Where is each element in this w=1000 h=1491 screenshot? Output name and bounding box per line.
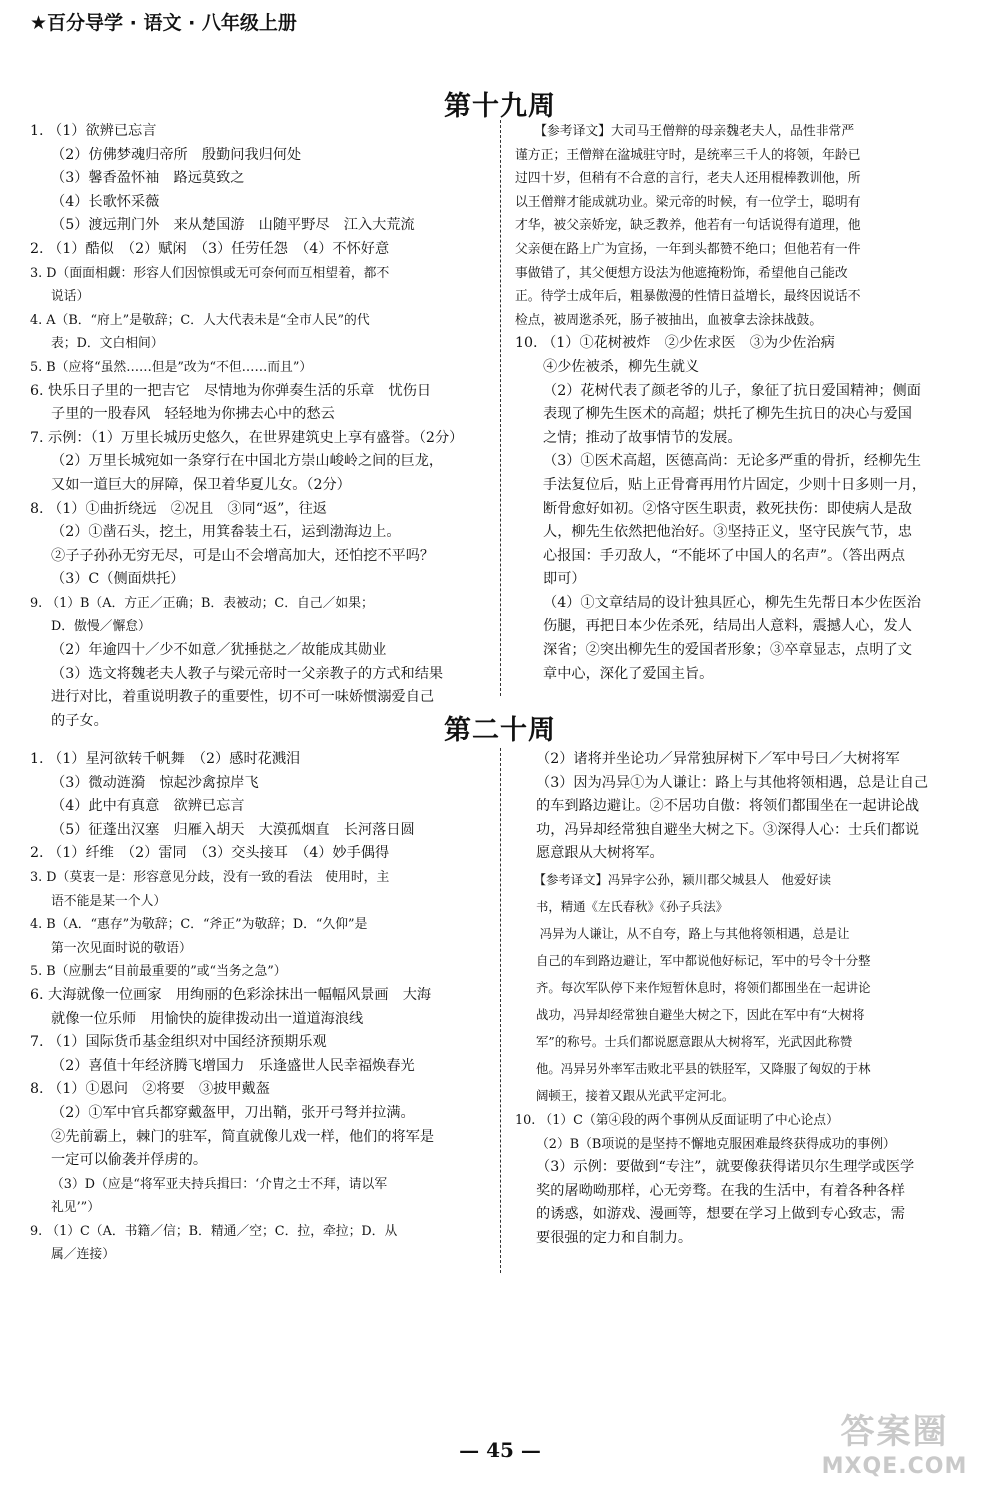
text-line: 书，精通《左氏春秋》《孙子兵法》 xyxy=(536,898,729,914)
watermark-bottom: MXQE.COM xyxy=(821,1454,968,1479)
text-line: （2）诸将并坐论功／异常独屏树下／军中号曰／大树将军 xyxy=(536,751,900,767)
watermark-top: 答案圈 xyxy=(840,1412,949,1452)
text-line: 8. （1）①恩问 ②将要 ③披甲戴盔 xyxy=(30,1081,270,1098)
text-line: 7. （1）国际货币基金组织对中国经济预期乐观 xyxy=(30,1034,327,1051)
text-line: 之情；推动了故事情节的发展。 xyxy=(543,429,742,446)
text-line: 自己的车到路边避让，军中都说他好标记，军中的号令十分整 xyxy=(536,952,871,968)
text-line: D．傲慢／懈怠） xyxy=(51,619,151,635)
text-line: 子里的一股春风 轻轻地为你拂去心中的愁云 xyxy=(51,406,335,423)
text-line: 正。待学士成年后，粗暴傲漫的性情日益增长，最终因说话不 xyxy=(515,289,861,305)
text-line: 属／连接） xyxy=(51,1247,115,1263)
text-line: 7. 示例：（1）万里长城历史悠久，在世界建筑史上享有盛誉。（2分） xyxy=(30,429,464,446)
text-line: 一定可以偷袭并俘虏的。 xyxy=(51,1152,208,1169)
text-line: 过四十岁，但稍有不合意的言行，老夫人还用棍棒教训他，所 xyxy=(515,171,861,187)
column-divider xyxy=(500,120,501,696)
text-line: 才华，被父亲娇宠，缺乏教养，他若有一句话说得有道理，他 xyxy=(515,218,861,234)
text-line: （3）示例：要做到“专注”，就要像获得诺贝尔生理学或医学 xyxy=(536,1159,915,1176)
week20-left-column xyxy=(30,748,490,1267)
text-line: （4）此中有真意 欲辨已忘言 xyxy=(51,798,245,815)
text-line: 检点，被周逖杀死，肠子被抽出，血被拿去涂抹战鼓。 xyxy=(515,312,823,328)
text-line: 10. （1）C（第④段的两个事例从反面证明了中心论点） xyxy=(515,1112,839,1128)
text-line: 语不能是某一个人） xyxy=(51,893,167,909)
text-line: 功，冯异却经常独自避坐大树之下。③深得人心：士兵们都说 xyxy=(536,821,920,838)
text-line: 事做错了，其父便想方设法为他遮掩粉饰，希望他自己能改 xyxy=(515,265,848,281)
text-line: 第一次见面时说的敬语） xyxy=(51,940,192,956)
text-line: 以王僧辩才能成就功业。梁元帝的时候，有一位学士，聪明有 xyxy=(515,194,861,210)
text-line: 就像一位乐师 用愉快的旋律拨动出一道道海浪线 xyxy=(51,1010,364,1027)
text-line: 1. （1）星河欲转千帆舞 （2）感时花溅泪 xyxy=(30,751,301,767)
text-line: （3）D（应是“将军亚夫持兵揖曰：‘介胄之士不拜，请以军 xyxy=(51,1176,388,1192)
text-line: 谨方正；王僧辩在湓城驻守时，是统率三千人的将领，年龄已 xyxy=(515,147,861,163)
text-line: （4）①文章结局的设计独具匠心，柳先生先帮日本少佐医治 xyxy=(543,594,921,611)
text-line: 齐。每次军队停下来作短暂休息时，将领们都围坐在一起讲论 xyxy=(536,979,871,995)
text-line: 4. B（A．“惠存”为敬辞；C．“斧正”为敬辞；D．“久仰”是 xyxy=(30,917,368,933)
text-line: （2）喜值十年经济腾飞增国力 乐逢盛世人民幸福焕春光 xyxy=(51,1057,415,1074)
text-line: 6. 快乐日子里的一把吉它 尽情地为你弹奏生活的乐章 忧伤日 xyxy=(30,382,432,399)
column-divider xyxy=(500,748,501,1273)
text-line: 1. （1）欲辨已忘言 xyxy=(30,123,157,139)
text-line: 表现了柳先生医术的高超；烘托了柳先生抗日的决心与爱国 xyxy=(543,406,912,423)
text-line: 奖的屠呦呦那样，心无旁骛。在我的生活中，有着各种各样 xyxy=(536,1182,905,1199)
watermark-logo xyxy=(807,1410,982,1485)
text-line: 愿意跟从大树将军。 xyxy=(536,845,664,862)
text-line: （2）B（B项说的是坚持不懈地克服困难最终获得成功的事例） xyxy=(536,1136,896,1152)
text-line: 【参考译文】大司马王僧辩的母亲魏老夫人，品性非常严 xyxy=(515,124,855,139)
text-line: （3）C（侧面烘托） xyxy=(51,571,185,588)
text-line: 又如一道巨大的屏障，保卫着华夏儿女。（2分） xyxy=(51,476,351,493)
text-line: （4）长歌怀采薇 xyxy=(51,193,160,210)
text-line: 章中心，深化了爱国主旨。 xyxy=(543,665,714,682)
text-line: （5）征蓬出汉塞 归雁入胡天 大漠孤烟直 长河落日圆 xyxy=(51,821,415,838)
text-line: 手法复位后，贴上正骨膏再用竹片固定，少则十日多则一月， xyxy=(543,476,927,493)
text-line: （2）年逾四十／少不如意／犹捶挞之／故能成其勋业 xyxy=(51,642,387,659)
week20-right-column xyxy=(515,748,980,1251)
text-line: 即可） xyxy=(543,571,586,588)
text-line: （3）馨香盈怀袖 路远莫致之 xyxy=(51,170,245,187)
text-line: 军”的称号。士兵们都说愿意跟从大树将军，光武因此称赞 xyxy=(536,1033,853,1049)
text-line: 进行对比，着重说明教子的重要性，切不可一味娇惯溺爱自己 xyxy=(51,689,435,706)
week19-right-column xyxy=(515,120,980,686)
text-line: （3）因为冯异①为人谦让：路上与其他将领相遇，总是让自己 xyxy=(536,774,929,791)
text-line: （2）仿佛梦魂归帝所 殷勤问我归何处 xyxy=(51,146,302,163)
text-line: 表；D．文白相间） xyxy=(51,336,164,352)
text-line: 他。冯异另外率军击败北平县的铁胫军，又降服了匈奴的于林 xyxy=(536,1060,871,1076)
text-line: 【参考译文】冯异字公孙，颍川郡父城县人 他爱好读 xyxy=(515,871,831,887)
text-line: 5. B（应删去“目前最重要的”或“当务之急”） xyxy=(30,964,287,980)
text-line: 6. 大海就像一位画家 用绚丽的色彩涂抹出一幅幅风景画 大海 xyxy=(30,986,432,1003)
week19-left-column xyxy=(30,120,490,733)
text-line: （3）选文将魏老夫人教子与梁元帝时一父亲教子的方式和结果 xyxy=(51,665,444,682)
text-line: 阔顿王，接着又跟从光武平定河北。 xyxy=(536,1087,735,1103)
text-line: （2）①军中官兵都穿戴盔甲，刀出鞘，张开弓弩并拉满。 xyxy=(51,1104,415,1121)
text-line: 伤腿，再把日本少佐杀死，结局出人意料，震撼人心，发人 xyxy=(543,618,912,635)
text-line: 4. A（B．“府上”是敬辞；C．人大代表未是“全市人民”的代 xyxy=(30,312,370,328)
book-header: ★百分导学 · 语文 · 八年级上册 xyxy=(30,12,297,34)
text-line: 说话） xyxy=(51,289,90,305)
text-line: 战功，冯异却经常独自避坐大树之下，因此在军中有“大树将 xyxy=(536,1006,865,1022)
text-line: 3. D（面面相觑：形容人们因惊惧或无可奈何而互相望着，都不 xyxy=(30,265,390,281)
text-line: ②先前霸上，棘门的驻军，简直就像儿戏一样，他们的将军是 xyxy=(51,1128,435,1145)
text-line: （2）花树代表了颜老爷的儿子，象征了抗日爱国精神；侧面 xyxy=(543,382,921,399)
text-line: （2）①凿石头，挖土，用箕畚装土石，运到渤海边上。 xyxy=(51,524,401,541)
text-line: 的诱惑，如游戏、漫画等，想要在学习上做到专心致志，需 xyxy=(536,1206,905,1223)
text-line: 8. （1）①曲折绕远 ②况且 ③同“返”，往返 xyxy=(30,500,327,517)
text-line: 断骨愈好如初。②恪守医生职责，救死扶伤：即使病人是敌 xyxy=(543,500,912,517)
text-line: 3. D（莫衷一是：形容意见分歧，没有一致的看法 使用时，主 xyxy=(30,869,390,885)
text-line: 冯异为人谦让，从不自夸，路上与其他将领相遇，总是让 xyxy=(515,925,850,941)
text-line: 心报国：手刃敌人，“不能坏了中国人的名声”。（答出两点 xyxy=(543,547,906,564)
text-line: 的子女。 xyxy=(51,712,108,729)
text-line: （3）微动涟漪 惊起沙禽掠岸飞 xyxy=(51,774,259,791)
text-line: ④少佐被杀，柳先生就义 xyxy=(543,358,700,375)
text-line: 2. （1）酷似 （2）赋闲 （3）任劳任怨 （4）不怀好意 xyxy=(30,240,390,257)
text-line: （2）万里长城宛如一条穿行在中国北方崇山峻岭之间的巨龙， xyxy=(51,453,444,470)
text-line: 5. B（应将“虽然……但是”改为“不但……而且”） xyxy=(30,359,313,375)
text-line: （3）①医术高超，医德高尚：无论多严重的骨折，经柳先生 xyxy=(543,453,921,470)
text-line: 9. （1）B（A．方正／正确；B．表被动；C．自己／如果； xyxy=(30,595,374,611)
week20-title: 第二十周 xyxy=(444,715,556,746)
text-line: 的车到路边避让。②不居功自傲：将领们都围坐在一起讲论战 xyxy=(536,798,920,815)
week19-title: 第十九周 xyxy=(444,91,556,122)
text-line: ②子子孙孙无穷无尽，可是山不会增高加大，还怕挖不平吗？ xyxy=(51,547,435,564)
text-line: 父亲便在路上广为宣扬，一年到头都赞不绝口；但他若有一件 xyxy=(515,241,861,257)
text-line: 2. （1）纤维 （2）雷同 （3）交头接耳 （4）妙手偶得 xyxy=(30,845,390,862)
text-line: （5）渡远荆门外 来从楚国游 山随平野尽 江入大荒流 xyxy=(51,217,415,234)
text-line: 要很强的定力和自制力。 xyxy=(536,1229,693,1246)
text-line: 9. （1）C（A．书籍／信；B．精通／空；C．拉，牵拉；D．从 xyxy=(30,1223,398,1239)
text-line: 人，柳先生依然把他治好。③坚持正义，坚守民族气节，忠 xyxy=(543,524,912,541)
page-number: — 45 — xyxy=(459,1438,541,1462)
text-line: 礼见’”） xyxy=(51,1200,101,1216)
text-line: 深省；②突出柳先生的爱国者形象；③卒章显志，点明了文 xyxy=(543,642,912,659)
text-line: 10. （1）①花树被炸 ②少佐求医 ③为少佐治病 xyxy=(515,335,835,352)
